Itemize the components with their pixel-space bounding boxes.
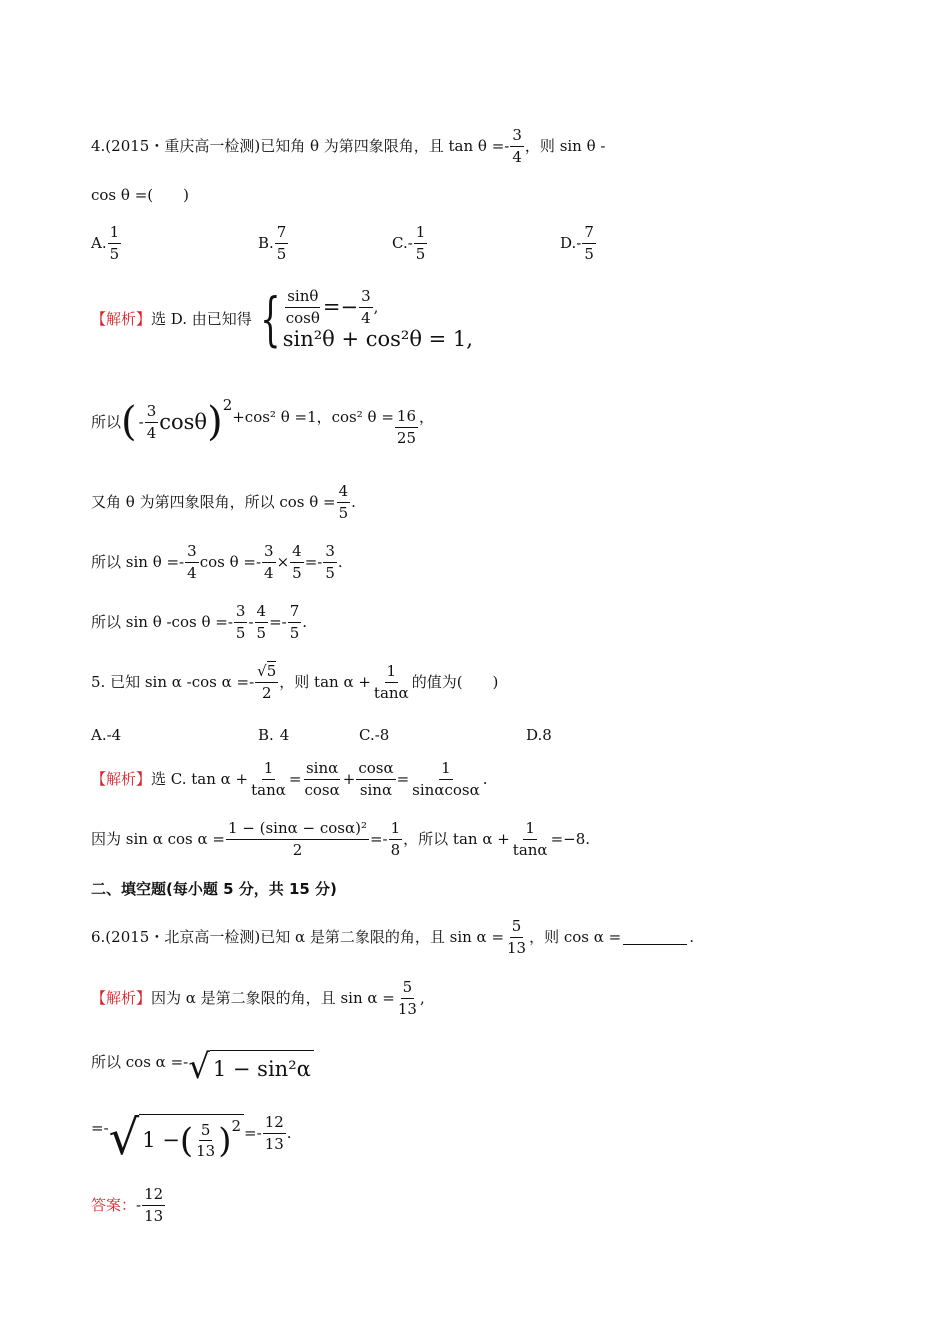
- q6-solution-line2: 所以 cos α =- √ 1 − sin²α: [91, 1040, 314, 1084]
- answer-blank[interactable]: [623, 930, 687, 945]
- q4-solution-line2: 所以 ( - $\frac{3}{4}$ cosθ ) 2 +cos² θ =1，cos² θ = $\frac{16}{25}$ ，: [91, 396, 435, 447]
- q4-option-b[interactable]: B. $\frac{7}{5}$: [258, 223, 287, 263]
- jiexi-label: 【解析】: [91, 309, 152, 328]
- jiexi-label: 【解析】: [91, 988, 152, 1007]
- q5-stem: 5. 已知 sin α -cos α =- $\frac{√5}{2}$ ，则 tan α + $\frac{1}{\tan\alpha}$ 的值为( ): [91, 662, 499, 702]
- q4-stem-text2: ，则 sin θ -: [524, 136, 606, 155]
- q6-answer: 答案： - $\frac{12}{13}$: [91, 1185, 164, 1225]
- q5-option-c[interactable]: C. -8: [359, 726, 390, 744]
- q4-stem: [91, 127, 605, 165]
- q5-solution-line2: 因为 sin α cos α = $\frac{\text{1 − (sinα − cosα)²}}{2}$ =- $\frac{1}{8}$ ，所以 tan α + $\frac{1}{\tan\alpha}$ =−8.: [91, 819, 591, 859]
- q5-option-a[interactable]: A. -4: [91, 726, 122, 744]
- q4-option-a[interactable]: A. $\frac{1}{5}$: [91, 223, 120, 263]
- q4-option-c[interactable]: C. - $\frac{1}{5}$: [392, 223, 426, 263]
- jiexi-label: 【解析】: [91, 769, 152, 788]
- q4-solution-line4: 所以 sin θ =- $\frac{3}{4}$ cos θ =- $\frac{3}{4}$ × $\frac{4}{5}$ =- $\frac{3}{5}$ .: [91, 542, 343, 582]
- q4-stem-line2: cos θ =( ): [91, 186, 189, 204]
- section-title: 二、填空题(每小题 5 分，共 15 分): [91, 880, 337, 898]
- brace-symbol: {: [260, 285, 281, 353]
- q4-fraction: $\frac{3}{4}$: [512, 126, 522, 166]
- q5-option-d[interactable]: D. 8: [526, 726, 552, 744]
- q4-option-d[interactable]: D. - $\frac{7}{5}$: [560, 223, 594, 263]
- q6-stem: 6.(2015・北京高一检测)已知 α 是第二象限的角，且 sin α = $\frac{5}{13}$ ，则 cos α = .: [91, 917, 695, 957]
- q4-solution-line3: 又角 θ 为第四象限角，所以 cos θ = $\frac{4}{5}$ .: [91, 482, 356, 522]
- q4-solution-line5: 所以 sin θ -cos θ =- $\frac{3}{5}$ - $\frac{4}{5}$ =- $\frac{7}{5}$ .: [91, 602, 308, 642]
- sqrt-expression: √ 1 − sin²α: [188, 1050, 314, 1084]
- q6-solution-line3: =- √ 1 − ( $\frac{5}{13}$ ) 2 =- $\frac{12}{13}$ .: [91, 1110, 292, 1166]
- q5-solution-line1: 【解析】 选 C. tan α + $\frac{1}{\tan\alpha}$ = $\frac{\sin\alpha}{\cos\alpha}$ + $\frac{\cos\alpha}{\sin\alpha}$ = $\frac{1}{\sin\alpha\cos\alpha}$ .: [91, 759, 488, 799]
- q5-option-b[interactable]: B. 4: [258, 726, 290, 744]
- answer-label: 答案：: [91, 1195, 137, 1214]
- sqrt-expression: √ 1 − ( $\frac{5}{13}$ ) 2: [109, 1114, 244, 1162]
- q4-solution-system: 【解析】 选 D. 由已知得 { $\frac{\sin\theta}{\cos\theta}$ =− $\frac{3}{4}$ , sin²θ + cos²θ = 1,: [91, 285, 473, 353]
- q4-stem-text1: 4.(2015・重庆高一检测)已知角 θ 为第四象限角，且 tan θ =-: [91, 136, 510, 155]
- q6-solution-line1: 【解析】 因为 α 是第二象限的角，且 sin α = $\frac{5}{13}$ ,: [91, 978, 425, 1018]
